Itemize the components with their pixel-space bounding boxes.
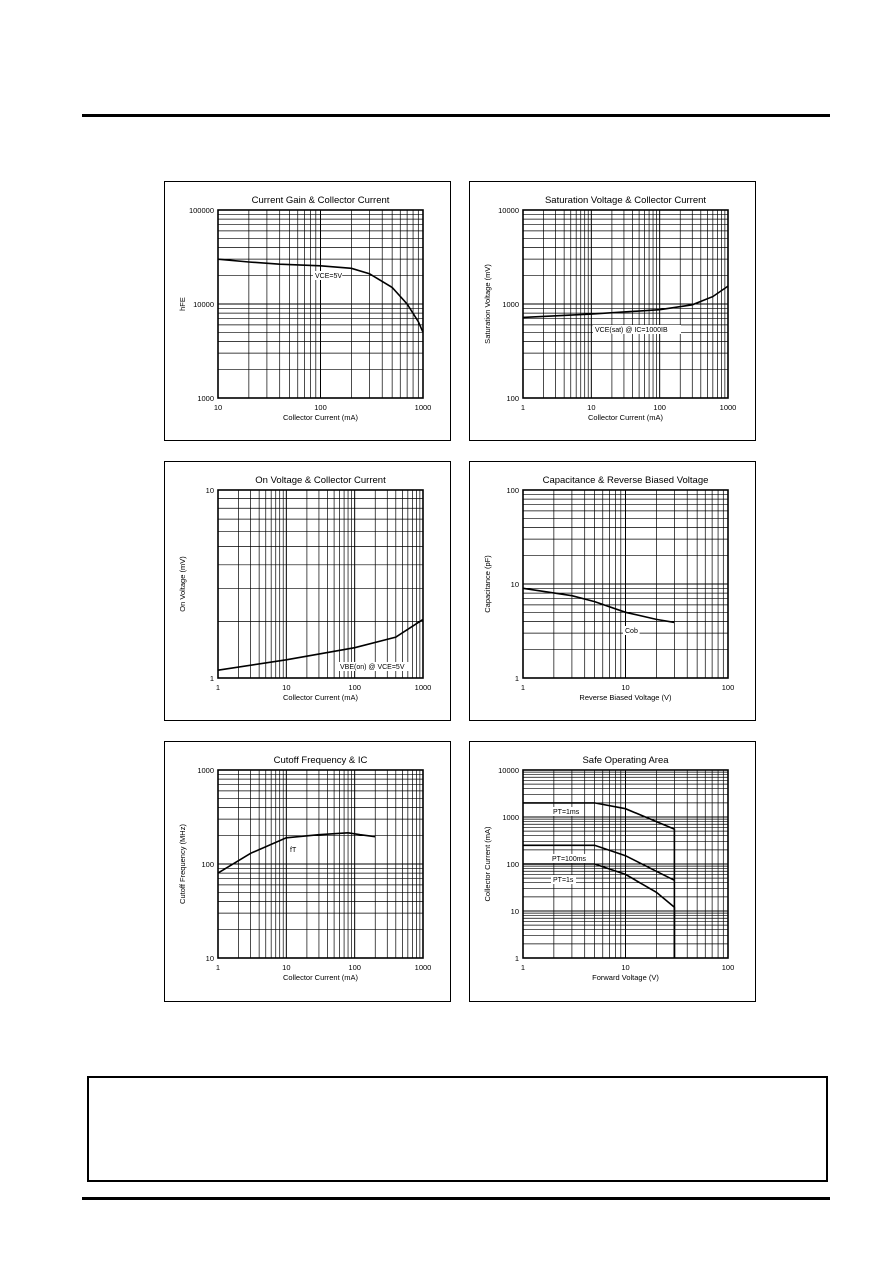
series-label: PT=1s [553, 877, 574, 884]
y-tick-label: 100 [506, 860, 519, 869]
y-axis-label: hFE [178, 297, 187, 311]
x-tick-label: 10 [587, 403, 596, 412]
chart-title: Safe Operating Area [582, 755, 669, 766]
chart-svg [165, 462, 450, 720]
series-line [523, 803, 674, 958]
x-tick-label: 1 [215, 683, 221, 692]
y-tick-label: 10 [510, 907, 519, 916]
x-tick-label: 100 [348, 963, 361, 972]
y-tick-label: 10000 [193, 300, 214, 309]
series-label: VBE(on) @ VCE=5V [340, 664, 405, 671]
x-tick-label: 10 [213, 403, 223, 412]
chart-cutoff-frequency [164, 741, 451, 1002]
series-line [523, 845, 674, 880]
chart-safe-operating-area [469, 741, 756, 1002]
y-tick-label: 10 [205, 954, 214, 963]
chart-title: Capacitance & Reverse Biased Voltage [542, 475, 709, 486]
y-tick-label: 100 [201, 860, 214, 869]
y-tick-label: 1 [209, 674, 214, 683]
chart-current-gain [164, 181, 451, 441]
y-gridlines [218, 499, 423, 678]
chart-svg [470, 742, 755, 1001]
y-gridlines [218, 774, 423, 958]
x-tick-label: 100 [721, 963, 735, 972]
x-tick-label: 1000 [414, 403, 432, 412]
chart-svg [165, 182, 450, 440]
x-tick-label: 10 [282, 963, 291, 972]
x-tick-label: 100 [314, 403, 327, 412]
chart-title: Current Gain & Collector Current [251, 195, 390, 206]
y-axis-label: Saturation Voltage (mV) [483, 264, 492, 344]
chart-svg [165, 742, 450, 1001]
series-label: VCE=5V [315, 273, 343, 280]
x-gridlines [218, 490, 420, 678]
series-label: PT=1ms [553, 809, 580, 816]
x-axis-label: Collector Current (mA) [587, 413, 664, 422]
x-tick-label: 1000 [414, 683, 432, 692]
x-tick-label: 100 [653, 403, 666, 412]
x-tick-label: 1000 [414, 963, 432, 972]
x-tick-label: 1000 [719, 403, 737, 412]
x-axis-label: Collector Current (mA) [282, 693, 359, 702]
x-axis-label: Collector Current (mA) [282, 413, 359, 422]
x-tick-label: 10 [621, 683, 630, 692]
series-line [523, 286, 728, 317]
chart-capacitance [469, 461, 756, 721]
y-tick-label: 10 [510, 580, 519, 589]
x-tick-label: 1 [215, 963, 221, 972]
empty-note-box [87, 1076, 828, 1182]
bottom-rule [82, 1197, 830, 1200]
y-axis-label: Cutoff Frequency (MHz) [178, 824, 187, 904]
y-gridlines [523, 214, 728, 398]
y-tick-label: 1000 [197, 394, 214, 403]
series-label: fT [290, 847, 297, 854]
x-tick-label: 100 [348, 683, 361, 692]
chart-svg [470, 182, 755, 440]
x-tick-label: 100 [721, 683, 735, 692]
y-tick-label: 100000 [188, 206, 214, 215]
top-rule [82, 114, 830, 117]
chart-saturation-voltage [469, 181, 756, 441]
chart-title: Cutoff Frequency & IC [273, 755, 368, 766]
y-tick-label: 10 [205, 486, 214, 495]
y-tick-label: 10000 [498, 766, 519, 775]
x-axis-label: Collector Current (mA) [282, 973, 359, 982]
x-tick-label: 1 [520, 683, 526, 692]
chart-svg [470, 462, 755, 720]
y-tick-label: 1000 [197, 766, 214, 775]
chart-on-voltage [164, 461, 451, 721]
x-tick-label: 1 [520, 403, 526, 412]
y-tick-label: 100 [506, 486, 519, 495]
y-tick-label: 1 [514, 674, 519, 683]
plot-frame [218, 490, 423, 678]
x-tick-label: 10 [282, 683, 291, 692]
y-tick-label: 1000 [502, 813, 519, 822]
series-label: Cob [625, 628, 638, 635]
chart-title: Saturation Voltage & Collector Current [544, 195, 707, 206]
y-axis-label: Capacitance (pF) [483, 555, 492, 613]
x-tick-label: 1 [520, 963, 526, 972]
x-tick-label: 10 [621, 963, 630, 972]
series-label: VCE(sat) @ IC=1000IB [595, 327, 668, 334]
series-label: PT=100ms [552, 856, 587, 863]
chart-title: On Voltage & Collector Current [255, 475, 386, 486]
y-axis-label: On Voltage (mV) [178, 556, 187, 612]
y-tick-label: 1000 [502, 300, 519, 309]
y-tick-label: 1 [514, 954, 519, 963]
x-axis-label: Reverse Biased Voltage (V) [579, 693, 672, 702]
y-axis-label: Collector Current (mA) [483, 826, 492, 902]
y-tick-label: 100 [506, 394, 519, 403]
x-axis-label: Forward Voltage (V) [592, 973, 659, 982]
y-tick-label: 10000 [498, 206, 519, 215]
